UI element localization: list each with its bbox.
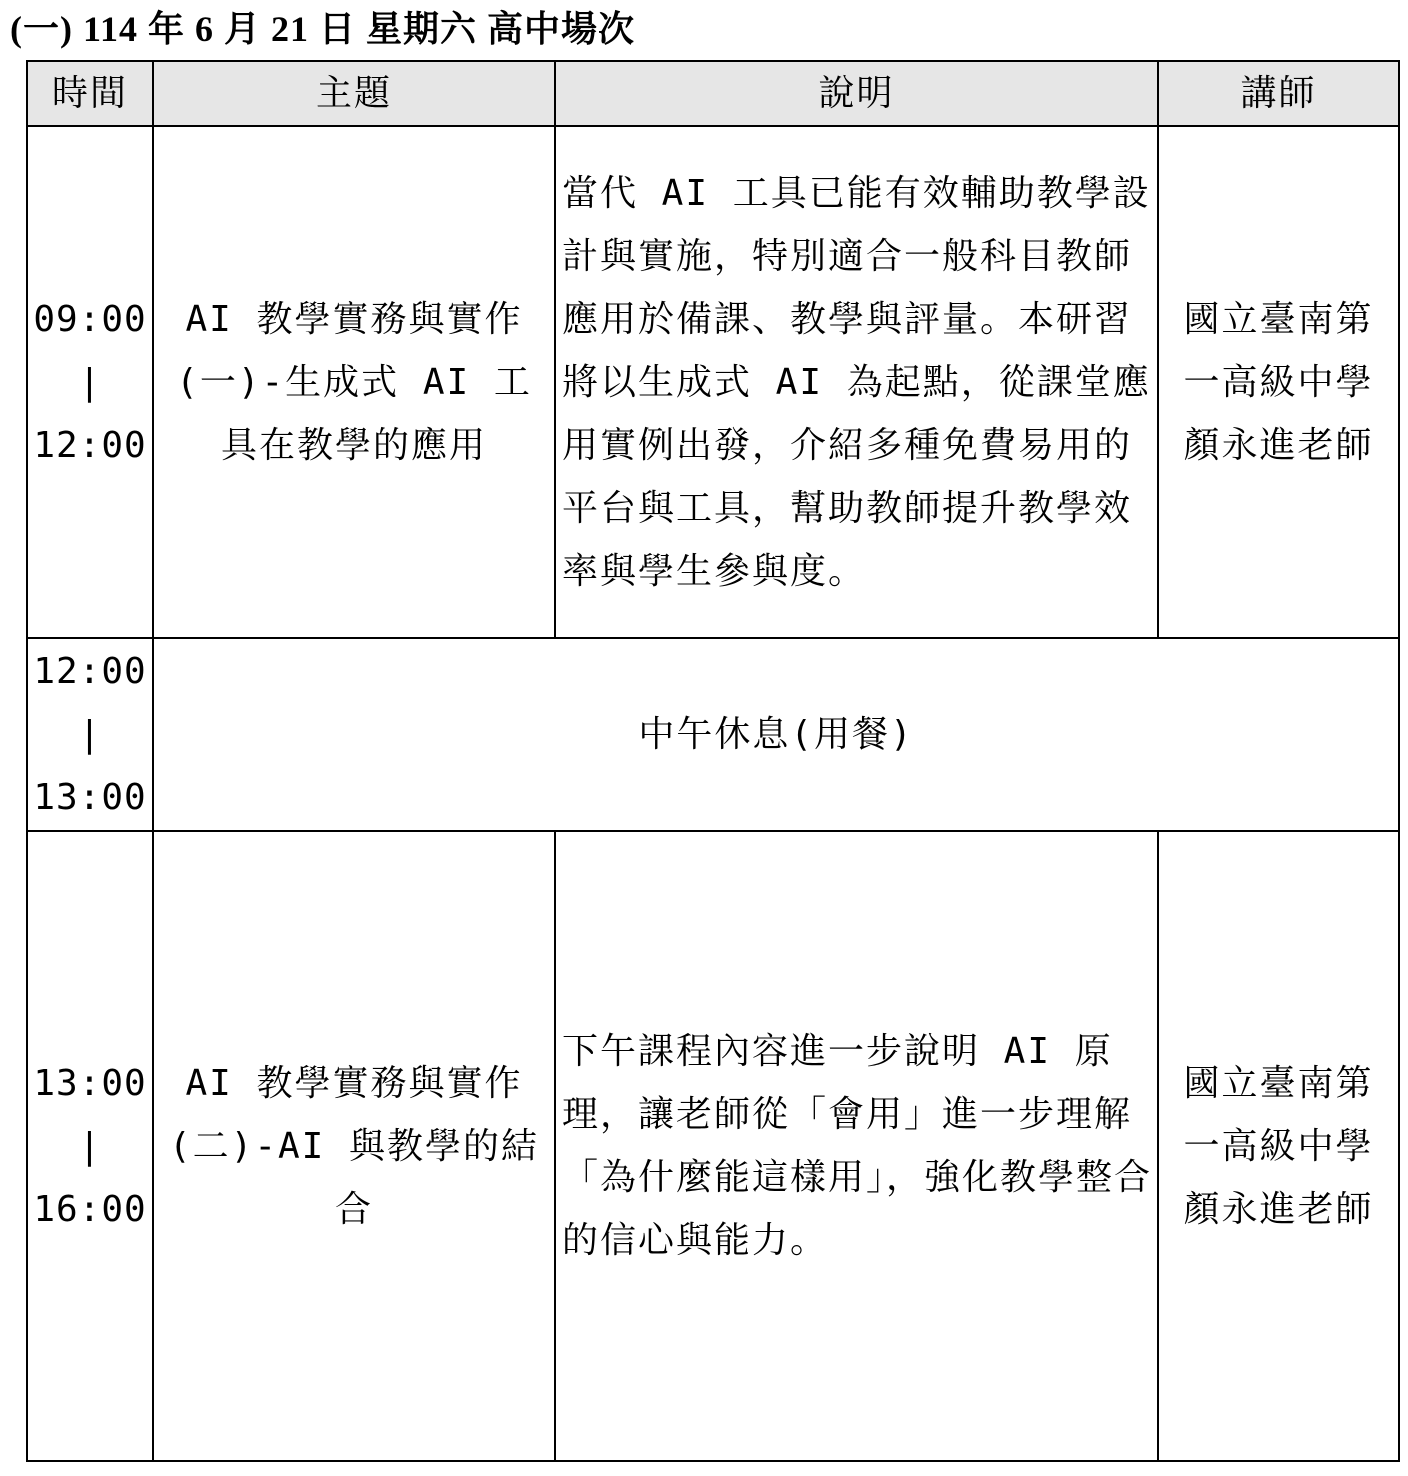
session1-time-separator: | bbox=[78, 361, 102, 403]
session1-topic-cell bbox=[153, 126, 555, 638]
session1-time-end: 12:00 bbox=[33, 424, 147, 466]
session2-speaker: 國立臺南第一高級中學顏永進老師 bbox=[1183, 1062, 1374, 1230]
session2-topic-cell bbox=[153, 831, 555, 1461]
lunch-time bbox=[27, 638, 153, 831]
lunch-time-start: 12:00 bbox=[33, 651, 147, 692]
table-row bbox=[27, 638, 1399, 831]
session1-time-start: 09:00 bbox=[33, 298, 147, 340]
session2-time-start: 13:00 bbox=[33, 1062, 147, 1104]
session2-time-separator: | bbox=[78, 1125, 102, 1167]
page-heading: (一) 114 年 6 月 21 日 星期六 高中場次 bbox=[10, 9, 635, 49]
session2-description-cell bbox=[555, 831, 1158, 1461]
session1-description: 當代 AI 工具已能有效輔助教學設計與實施，特別適合一般科目教師應用於備課、教學與評量。本研習將以生成式 AI 為起點，從課堂應用實例出發，介紹多種免費易用的平台與工具，幫助教師提升教學效率與學生參與度。 bbox=[562, 172, 1151, 592]
lunch-break-cell bbox=[153, 638, 1399, 831]
session2-topic: AI 教學實務與實作(二)-AI 與教學的結合 bbox=[168, 1062, 540, 1230]
table-row bbox=[27, 126, 1399, 638]
session1-speaker-cell bbox=[1158, 126, 1399, 638]
header-time: 時間 bbox=[27, 61, 153, 126]
session2-time bbox=[27, 831, 153, 1461]
lunch-break-label: 中午休息(用餐) bbox=[638, 714, 914, 755]
session2-description: 下午課程內容進一步說明 AI 原理，讓老師從「會用」進一步理解「為什麼能這樣用」，強化教學整合的信心與能力。 bbox=[562, 1031, 1153, 1261]
lunch-time-separator: | bbox=[78, 714, 102, 755]
table-row bbox=[27, 831, 1399, 1461]
session2-time-end: 16:00 bbox=[33, 1188, 147, 1230]
session1-time bbox=[27, 126, 153, 638]
header-topic: 主題 bbox=[153, 61, 555, 126]
schedule-table bbox=[26, 60, 1400, 1462]
lunch-time-end: 13:00 bbox=[33, 777, 147, 818]
session1-description-cell bbox=[555, 126, 1158, 638]
header-description: 說明 bbox=[555, 61, 1158, 126]
header-speaker: 講師 bbox=[1158, 61, 1399, 126]
session1-topic: AI 教學實務與實作(一)-生成式 AI 工具在教學的應用 bbox=[176, 298, 532, 466]
session2-speaker-cell bbox=[1158, 831, 1399, 1461]
table-header-row bbox=[27, 61, 1399, 126]
session1-speaker: 國立臺南第一高級中學顏永進老師 bbox=[1183, 298, 1374, 466]
